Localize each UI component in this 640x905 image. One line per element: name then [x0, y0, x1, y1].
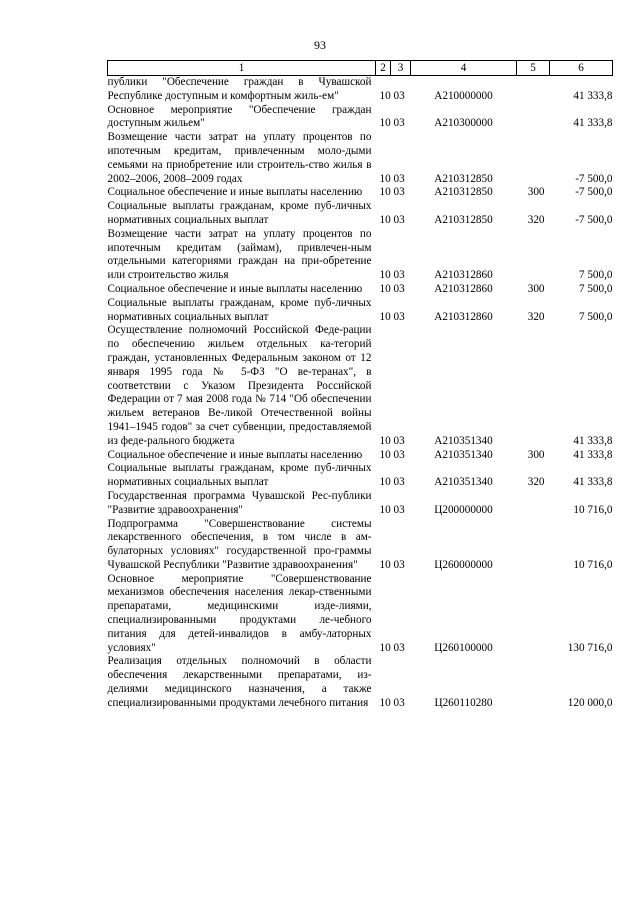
row-section: 10	[379, 476, 391, 489]
row-section: 10	[379, 310, 391, 323]
row-name: Социальные выплаты гражданам, кроме пуб-личных нормативных социальных выплат	[107, 296, 372, 323]
row-subsection: 03	[393, 269, 405, 282]
table-row	[108, 228, 613, 283]
row-amount: 7 500,0	[578, 269, 613, 282]
row-name: Возмещение части затрат на уплату процентов по ипотечным кредитам (займам), привлечен-ным отдельными категориями граждан на при-обретение или строительство жилья	[107, 227, 372, 282]
row-amount: 41 333,8	[573, 434, 613, 447]
row-section: 10	[379, 503, 391, 516]
row-target-article: Ц260100000	[434, 641, 493, 654]
row-name: Реализация отдельных полномочий в области обеспечения лекарственными препаратами, из-делиями медицинского назначения, а также специализированными продуктами лечебного питания	[107, 655, 372, 709]
row-expense-type	[517, 324, 550, 448]
row-amount: -7 500,0	[575, 186, 613, 199]
budget-table	[107, 60, 613, 711]
table-row	[108, 131, 613, 186]
row-amount: 41 333,8	[573, 89, 613, 102]
header-col-6: 6	[550, 61, 613, 76]
row-name: Осуществление полномочий Российской Феде-рации по обеспечению жильем отдельных ка-тегорий граждан, установленных Федеральным законом от 12 января 1995 года № 5-ФЗ "О ве-теранах", в соответствии с Указом Президента Российской Федерации от 7 мая 2008 года № 714 "Об обеспечении жильем ветеранов Ве-ликой Отечественной войны 1941–1945 годов" за счет субвенции, предоставляемой из феде-рального бюджета	[107, 324, 372, 447]
row-subsection: 03	[393, 641, 405, 654]
row-name: Социальное обеспечение и иные выплаты населению	[107, 282, 363, 295]
row-target-article: A210351340	[434, 476, 493, 489]
row-amount: 41 333,8	[573, 117, 613, 130]
row-subsection: 03	[393, 434, 405, 447]
row-amount: 41 333,8	[573, 476, 613, 489]
table-row	[108, 76, 613, 104]
row-expense-type	[517, 76, 550, 104]
row-subsection: 03	[393, 448, 405, 461]
row-amount: 7 500,0	[578, 282, 613, 295]
table-row	[108, 573, 613, 656]
row-target-article: A210312850	[434, 213, 493, 226]
header-col-2: 2	[376, 61, 391, 76]
row-target-article: A210312860	[434, 282, 493, 295]
table-header	[108, 61, 613, 76]
row-amount: 7 500,0	[578, 310, 613, 323]
row-target-article: A210000000	[434, 89, 493, 102]
row-target-article: A210351340	[434, 434, 493, 447]
row-subsection: 03	[393, 310, 405, 323]
row-name: Возмещение части затрат на уплату процентов по ипотечным кредитам, привлеченным моло-дыми семьями на приобретение или строитель-ство жилья в 2002–2006, 2008–2009 годах	[107, 131, 372, 185]
row-expense-type: 300	[527, 186, 545, 199]
row-name: Социальное обеспечение и иные выплаты населению	[107, 448, 363, 461]
row-section: 10	[379, 213, 391, 226]
row-section: 10	[379, 117, 391, 130]
header-col-3: 3	[391, 61, 411, 76]
row-expense-type	[517, 104, 550, 132]
row-subsection: 03	[393, 696, 405, 709]
row-subsection: 03	[393, 282, 405, 295]
table-row	[108, 200, 613, 228]
row-amount: 41 333,8	[573, 448, 613, 461]
header-col-1: 1	[108, 61, 376, 76]
row-name: Социальное обеспечение и иные выплаты населению	[107, 186, 363, 199]
table-row	[108, 462, 613, 490]
row-amount: -7 500,0	[575, 172, 613, 185]
row-section: 10	[379, 558, 391, 571]
row-section: 10	[379, 434, 391, 447]
table-row	[108, 297, 613, 325]
row-section: 10	[379, 282, 391, 295]
row-section: 10	[379, 89, 391, 102]
row-expense-type: 320	[527, 213, 545, 226]
table-row	[108, 518, 613, 573]
row-expense-type: 320	[527, 310, 545, 323]
row-subsection: 03	[393, 213, 405, 226]
table-row	[108, 449, 613, 463]
header-row	[108, 61, 613, 76]
row-section: 10	[379, 641, 391, 654]
row-target-article: A210312860	[434, 269, 493, 282]
table-row	[108, 283, 613, 297]
row-target-article: A210312850	[434, 172, 493, 185]
row-amount: -7 500,0	[575, 213, 613, 226]
row-name: Социальные выплаты гражданам, кроме пуб-личных нормативных социальных выплат	[107, 200, 372, 226]
row-amount: 120 000,0	[567, 696, 613, 709]
table-body	[108, 76, 613, 711]
row-expense-type	[517, 490, 550, 518]
row-name: публики "Обеспечение граждан в Чувашской Республике доступным и комфортным жиль-ем"	[107, 76, 372, 102]
row-subsection: 03	[393, 476, 405, 489]
row-target-article: Ц260000000	[434, 558, 493, 571]
row-section: 10	[379, 172, 391, 185]
row-section: 10	[379, 448, 391, 461]
row-name: Социальные выплаты гражданам, кроме пуб-личных нормативных социальных выплат	[107, 462, 372, 489]
table-row	[108, 324, 613, 448]
table-row	[108, 490, 613, 518]
row-subsection: 03	[393, 89, 405, 102]
row-subsection: 03	[393, 117, 405, 130]
row-expense-type: 300	[527, 448, 545, 461]
table-row	[108, 104, 613, 132]
page-number: 93	[314, 38, 326, 52]
header-col-4: 4	[411, 61, 517, 76]
row-section: 10	[379, 269, 391, 282]
row-target-article: A210351340	[434, 448, 493, 461]
table-row	[108, 655, 613, 710]
row-amount: 10 716,0	[573, 558, 613, 571]
row-target-article: A210300000	[434, 117, 493, 130]
row-expense-type	[517, 655, 550, 710]
row-expense-type	[517, 228, 550, 283]
row-name: Государственная программа Чувашской Рес-публики "Развитие здравоохранения"	[107, 489, 372, 516]
table-row	[108, 186, 613, 200]
row-expense-type: 300	[527, 282, 545, 295]
row-expense-type	[517, 131, 550, 186]
row-subsection: 03	[393, 186, 405, 199]
row-subsection: 03	[393, 558, 405, 571]
row-target-article: A210312860	[434, 310, 493, 323]
row-name: Основное мероприятие "Обеспечение граждан доступным жильем"	[107, 103, 372, 130]
row-name: Основное мероприятие "Совершенствование механизмов обеспечения населения лекар-ственными препаратами, медицинскими изде-лиями, специализированными продуктами ле-чебного питания для детей-инвалидов в амбу-латорных условиях"	[107, 572, 372, 654]
row-section: 10	[379, 186, 391, 199]
row-target-article: Ц260110280	[434, 696, 493, 709]
row-name: Подпрограмма "Совершенствование системы лекарственного обеспечения, в том числе в ам-булаторных условиях" государственной про-граммы Чувашской Республики "Развитие здравоохранения"	[107, 517, 372, 571]
row-target-article: Ц200000000	[434, 503, 493, 516]
row-expense-type	[517, 573, 550, 656]
row-amount: 130 716,0	[567, 641, 613, 654]
row-expense-type	[517, 518, 550, 573]
row-subsection: 03	[393, 503, 405, 516]
row-section: 10	[379, 696, 391, 709]
header-col-5: 5	[517, 61, 550, 76]
row-amount: 10 716,0	[573, 503, 613, 516]
row-target-article: A210312850	[434, 186, 493, 199]
row-expense-type: 320	[527, 476, 545, 489]
row-subsection: 03	[393, 172, 405, 185]
